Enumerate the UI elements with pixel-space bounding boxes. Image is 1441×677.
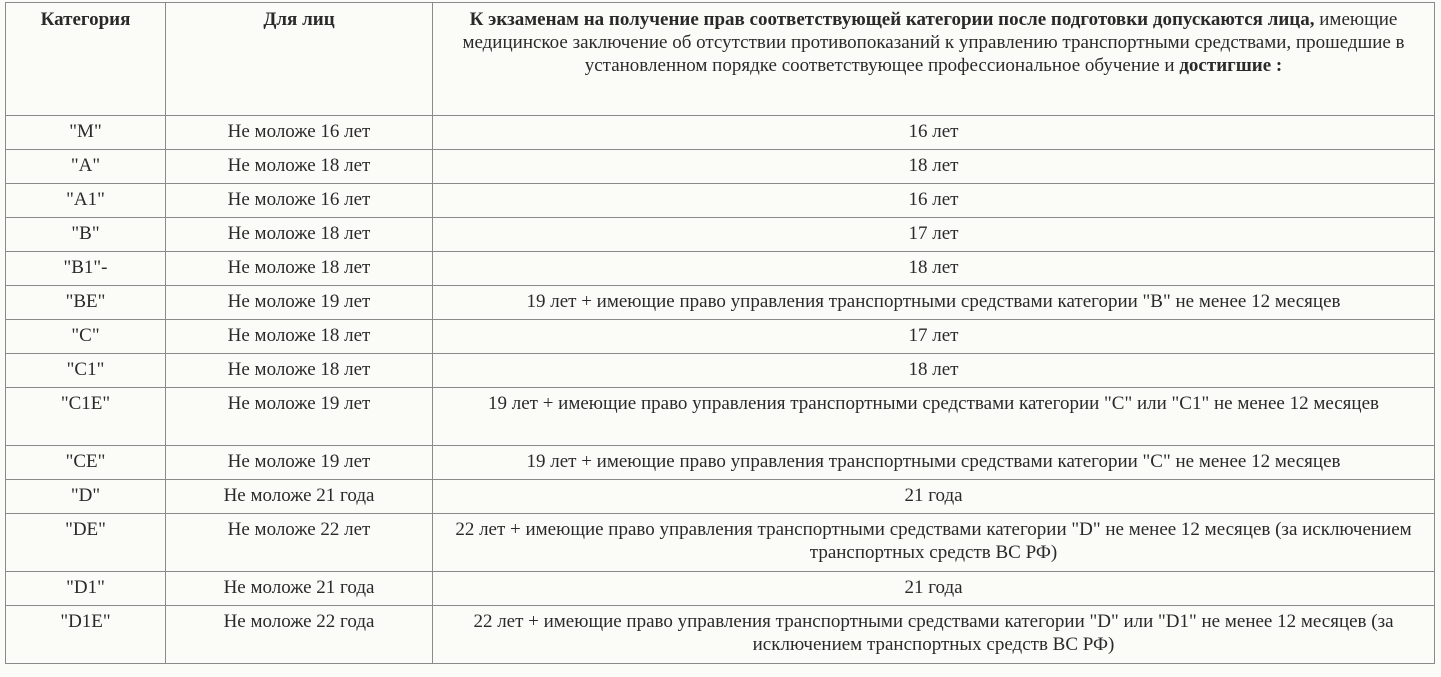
table-row	[6, 446, 1435, 480]
table-row	[6, 286, 1435, 320]
cell-requirement: 16 лет	[433, 184, 1435, 218]
cell-requirement: 18 лет	[433, 150, 1435, 184]
cell-requirement: 19 лет + имеющие право управления транспортными средствами категории "B" не менее 12 месяцев	[433, 286, 1435, 320]
cell-category: "A"	[6, 150, 166, 184]
table-row	[6, 320, 1435, 354]
header-requirement: К экзаменам на получение прав соответствующей категории после подготовки допускаются лица, имеющие медицинское заключение об отсутствии противопоказаний к управлению транспортными средствами, прошедшие в установленном порядке соответствующее профессиональное обучение и достигшие :	[433, 3, 1435, 116]
cell-persons: Не моложе 22 лет	[166, 514, 433, 572]
cell-persons: Не моложе 18 лет	[166, 320, 433, 354]
table-row	[6, 480, 1435, 514]
cell-requirement: 17 лет	[433, 218, 1435, 252]
cell-persons: Не моложе 18 лет	[166, 150, 433, 184]
cell-persons: Не моложе 21 года	[166, 480, 433, 514]
cell-persons: Не моложе 19 лет	[166, 388, 433, 446]
cell-category: "C1"	[6, 354, 166, 388]
cell-category: "D1E"	[6, 606, 166, 664]
cell-requirement: 19 лет + имеющие право управления транспортными средствами категории "C" или "C1" не менее 12 месяцев	[433, 388, 1435, 446]
cell-persons: Не моложе 18 лет	[166, 354, 433, 388]
table-row	[6, 354, 1435, 388]
header-persons: Для лиц	[166, 3, 433, 116]
cell-category: "DE"	[6, 514, 166, 572]
cell-requirement: 21 года	[433, 480, 1435, 514]
cell-category: "BE"	[6, 286, 166, 320]
cell-persons: Не моложе 19 лет	[166, 446, 433, 480]
cell-requirement: 18 лет	[433, 252, 1435, 286]
table-row	[6, 184, 1435, 218]
cell-category: "D1"	[6, 572, 166, 606]
cell-requirement: 16 лет	[433, 116, 1435, 150]
table-row	[6, 388, 1435, 446]
cell-requirement: 21 года	[433, 572, 1435, 606]
cell-persons: Не моложе 18 лет	[166, 218, 433, 252]
cell-persons: Не моложе 16 лет	[166, 184, 433, 218]
header-category: Категория	[6, 3, 166, 116]
table-row	[6, 218, 1435, 252]
cell-requirement: 18 лет	[433, 354, 1435, 388]
cell-category: "C"	[6, 320, 166, 354]
table-row	[6, 572, 1435, 606]
table-row	[6, 606, 1435, 664]
cell-category: "M"	[6, 116, 166, 150]
table-row	[6, 150, 1435, 184]
cell-requirement: 19 лет + имеющие право управления транспортными средствами категории "C" не менее 12 месяцев	[433, 446, 1435, 480]
cell-requirement: 17 лет	[433, 320, 1435, 354]
cell-category: "CE"	[6, 446, 166, 480]
cell-category: "D"	[6, 480, 166, 514]
cell-requirement: 22 лет + имеющие право управления транспортными средствами категории "D" не менее 12 месяцев (за исключением транспортных средств ВС РФ)	[433, 514, 1435, 572]
license-category-table	[5, 2, 1435, 664]
cell-category: "A1"	[6, 184, 166, 218]
cell-persons: Не моложе 19 лет	[166, 286, 433, 320]
cell-category: "B1"-	[6, 252, 166, 286]
table-header-row	[6, 3, 1435, 116]
cell-requirement: 22 лет + имеющие право управления транспортными средствами категории "D" или "D1" не менее 12 месяцев (за исключением транспортных средств ВС РФ)	[433, 606, 1435, 664]
cell-persons: Не моложе 21 года	[166, 572, 433, 606]
table-row	[6, 116, 1435, 150]
cell-persons: Не моложе 16 лет	[166, 116, 433, 150]
cell-category: "B"	[6, 218, 166, 252]
cell-category: "C1E"	[6, 388, 166, 446]
table-row	[6, 252, 1435, 286]
cell-persons: Не моложе 18 лет	[166, 252, 433, 286]
cell-persons: Не моложе 22 года	[166, 606, 433, 664]
table-row	[6, 514, 1435, 572]
